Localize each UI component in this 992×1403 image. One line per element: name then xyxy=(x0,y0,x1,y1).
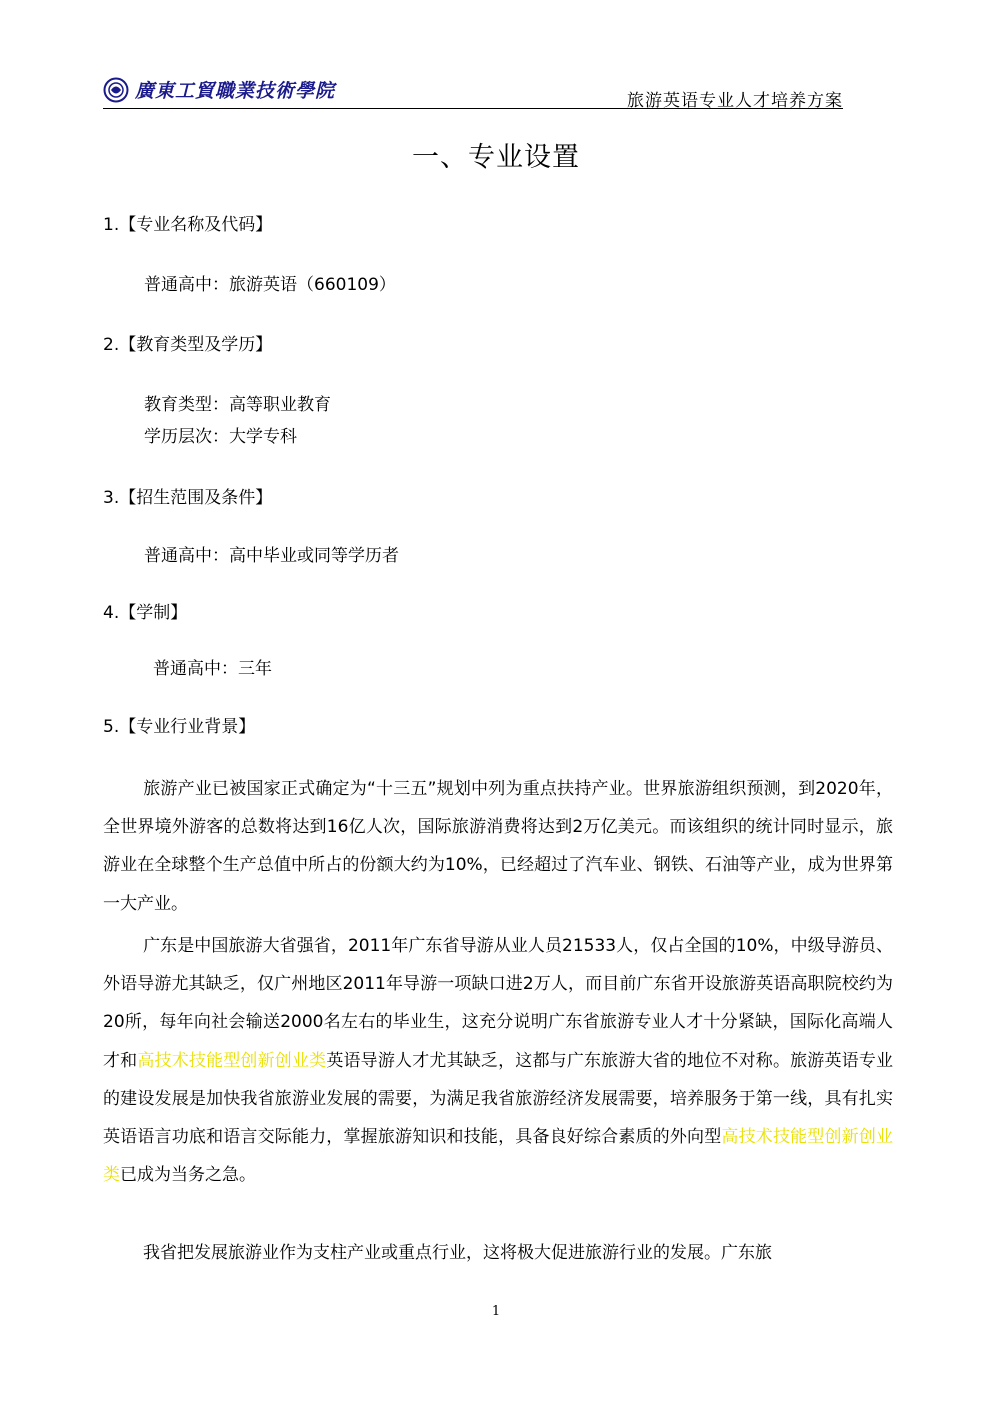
body-paragraph-1 xyxy=(103,770,893,923)
paragraph-2-text-a: 广东是中国旅游大省强省，2011年广东省导游从业人员21533人，仅占全国的10%，中级导游员、外语导游尤其缺乏，仅广州地区2011年导游一项缺口进2万人，而目前广东省开设旅游英语高职院校约为20所，每年向社会输送2000名左右的毕业生，这充分说明广东省旅游专业人才十分紧缺，国际化高端人才和 xyxy=(103,936,893,1071)
page-number: 1 xyxy=(491,1304,501,1319)
paragraph-2-text-c: 已成为当务之急。 xyxy=(120,1165,256,1186)
section-1-line-1: 普通高中：旅游英语（660109） xyxy=(144,275,396,295)
body-paragraph-2 xyxy=(103,927,893,1194)
college-emblem-icon xyxy=(103,77,129,103)
highlighted-phrase: 高技术技能型创新创业类 xyxy=(137,1050,327,1071)
document-title: 旅游英语专业人才培养方案 xyxy=(627,91,843,111)
section-2-line-2: 学历层次：大学专科 xyxy=(144,427,297,447)
section-heading-4: 4.【学制】 xyxy=(103,603,188,623)
section-heading-2: 2.【教育类型及学历】 xyxy=(103,335,273,355)
highlighted-phrase: 高技术技能型创新创业类 xyxy=(103,1127,894,1186)
chapter-title: 一、专业设置 xyxy=(412,142,580,173)
college-logo xyxy=(103,76,335,103)
college-name: 廣東工貿職業技術學院 xyxy=(135,80,336,102)
paragraph-2-text-b: 英语导游人才尤其缺乏，这都与广东旅游大省的地位不对称。旅游英语专业的建设发展是加快我省旅游业发展的需要，为满足我省旅游经济发展需要，培养服务于第一线，具有扎实英语语言功底和语言交际能力，掌握旅游知识和技能，具备良好综合素质的外向型 xyxy=(103,1050,894,1148)
paragraph-1-text: 旅游产业已被国家正式确定为“十三五”规划中列为重点扶持产业。世界旅游组织预测，到2020年，全世界境外游客的总数将达到16亿人次，国际旅游消费将达到2万亿美元。而该组织的统计同时显示，旅游业在全球整个生产总值中所占的份额大约为10%，已经超过了汽车业、钢铁、石油等产业，成为世界第一大产业。 xyxy=(103,779,893,914)
header-divider xyxy=(103,108,843,109)
page-header xyxy=(103,74,843,110)
section-heading-5: 5.【专业行业背景】 xyxy=(103,717,256,737)
section-2-line-1: 教育类型：高等职业教育 xyxy=(144,395,331,415)
section-heading-3: 3.【招生范围及条件】 xyxy=(103,488,273,508)
section-heading-1: 1.【专业名称及代码】 xyxy=(103,215,273,235)
section-3-line-1: 普通高中：高中毕业或同等学历者 xyxy=(144,546,399,566)
paragraph-3-text: 我省把发展旅游业作为支柱产业或重点行业，这将极大促进旅游行业的发展。广东旅 xyxy=(143,1243,772,1263)
body-paragraph-3 xyxy=(103,1234,893,1272)
section-4-line-1: 普通高中：三年 xyxy=(153,659,272,679)
